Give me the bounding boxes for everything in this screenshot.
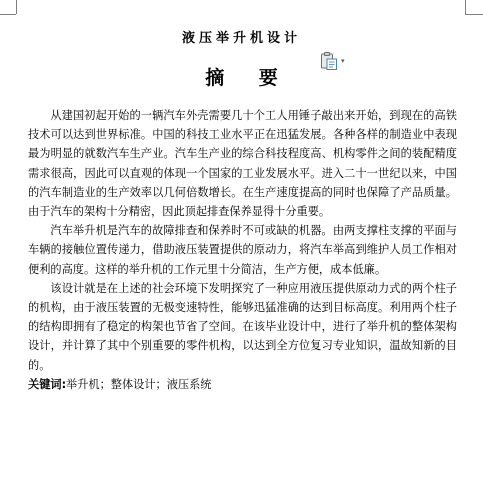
abstract-paragraph: 该设计就是在上述的社会环境下发明探究了一种应用液压提供原动力式的两个柱子的机构，由于液压装置的无极变速特性，能够迅猛准确的达到目标高度。利用两个柱子的结构即拥有了稳定的构架也节省了空间。在该毕业设计中，进行了举升机的整体架构设计，并计算了其中个别重要的零件机构，以达到全方位复习专业知识，温故知新的目的。 xyxy=(28,281,457,372)
keywords-line xyxy=(28,375,457,394)
crop-mark xyxy=(0,14,16,15)
abstract-paragraph: 从建国初起开始的一辆汽车外壳需要几十个工人用锤子敲出来开始，到现在的高铁技术可以达到世界标准。中国的科技工业水平正在迅猛发展。各种各样的制造业中表现最为明显的就数汽车生产业。汽车生产业的综合科技程度高、机构零件之间的装配精度需求很高，因此可以直观的体现一个国家的工业发展水平。进入二十一世纪以来，中国的汽车制造业的生产效率以几何倍数增长。在生产速度提高的同时也保障了产品质量。由于汽车的架构十分精密，因此顶起排查保养显得十分重要。 xyxy=(28,109,457,219)
keywords-value: 举升机；整体设计；液压系统 xyxy=(66,377,212,391)
abstract-heading: 摘 要 xyxy=(205,67,292,89)
crop-mark xyxy=(16,0,17,14)
document-title: 液压举升机设计 xyxy=(181,31,301,46)
chevron-down-icon[interactable]: ▾ xyxy=(341,57,345,65)
abstract-paragraph: 汽车举升机是汽车的故障排查和保养时不可或缺的机器。由两支撑柱支撑的平面与车辆的接触位置传递力，借助液压装置提供的原动力，将汽车举高到维护人员工作相对便利的高度。这样的举升机的工作元里十分简洁，生产方便，成本低廉。 xyxy=(28,224,457,276)
crop-mark xyxy=(465,0,466,14)
abstract-body xyxy=(28,106,457,394)
keywords-label: 关键词: xyxy=(28,377,67,391)
crop-mark xyxy=(465,14,483,15)
